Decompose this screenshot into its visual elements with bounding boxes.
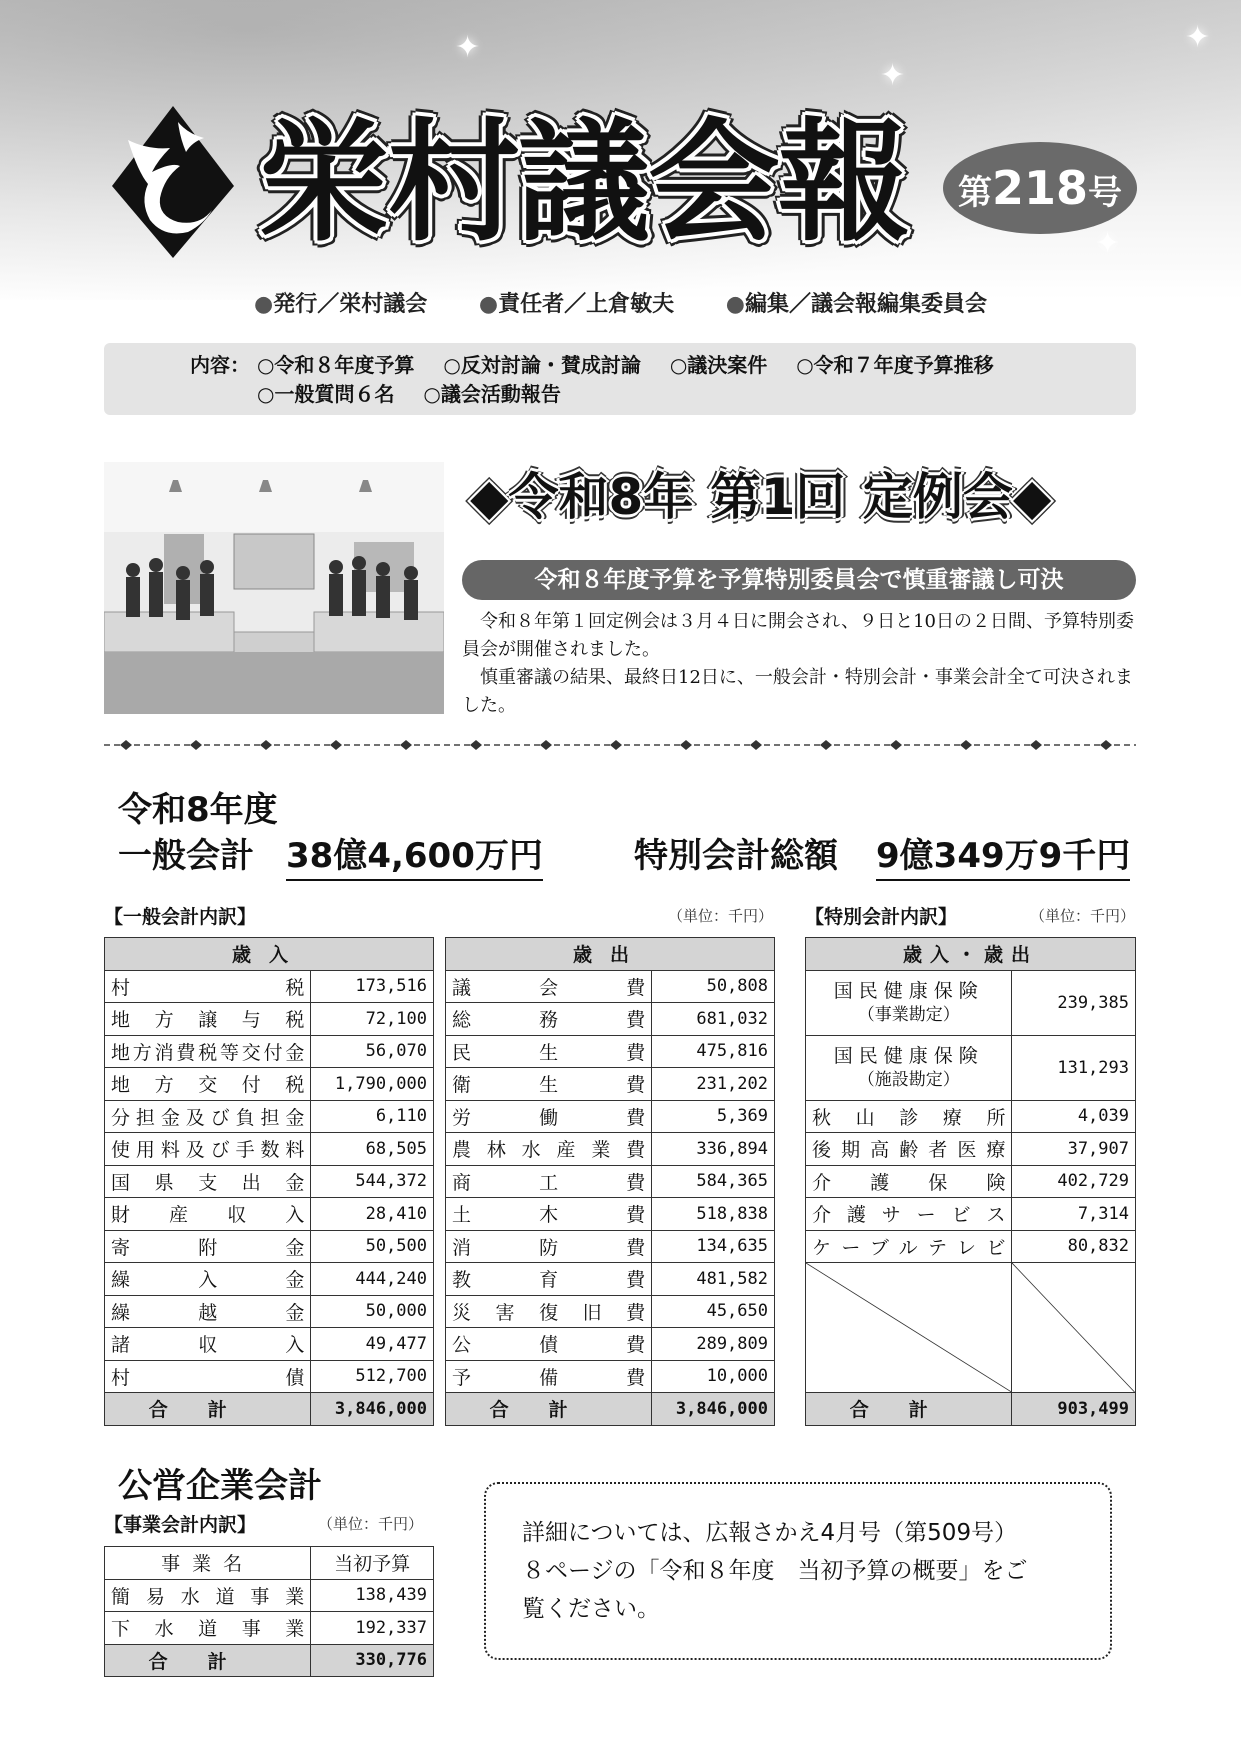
item-name: ケーブルテレビ bbox=[806, 1230, 1012, 1263]
total-label: 合計 bbox=[806, 1393, 1012, 1426]
council-chamber-photo bbox=[104, 462, 444, 714]
item-name: 下水道事業 bbox=[105, 1612, 311, 1645]
corporate-total-row bbox=[105, 1644, 434, 1677]
publisher: ●発行／栄村議会 bbox=[254, 292, 428, 317]
corporate-breakdown-label: 【事業会計内訳】 bbox=[104, 1514, 257, 1536]
amount: 475,816 bbox=[652, 1035, 775, 1068]
item-name: 衛生費 bbox=[446, 1068, 652, 1101]
amount: 131,293 bbox=[1012, 1035, 1136, 1100]
amount: 336,894 bbox=[652, 1133, 775, 1166]
general-unit: （単位：千円） bbox=[668, 907, 774, 925]
table-row bbox=[105, 970, 434, 1003]
item-name: 総務費 bbox=[446, 1003, 652, 1036]
amount: 50,808 bbox=[652, 970, 775, 1003]
table-row bbox=[105, 1579, 434, 1612]
session-paragraph: 慎重審議の結果、最終日12日に、一般会計・特別会計・事業会計全て可決されました。 bbox=[462, 667, 1133, 716]
corporate-title: 公営企業会計 bbox=[118, 1466, 322, 1506]
amount: 134,635 bbox=[652, 1230, 775, 1263]
table-row bbox=[446, 1198, 775, 1231]
item-name: 寄附金 bbox=[105, 1230, 311, 1263]
total-label: 合計 bbox=[105, 1644, 311, 1677]
amount: 138,439 bbox=[311, 1579, 434, 1612]
table-row bbox=[105, 1295, 434, 1328]
contents-item: ○議会活動報告 bbox=[423, 382, 561, 406]
amount: 231,202 bbox=[652, 1068, 775, 1101]
contents-item: ○令和８年度予算 bbox=[256, 353, 415, 377]
table-row bbox=[105, 1068, 434, 1101]
item-name: 介護サービス bbox=[806, 1198, 1012, 1231]
table-row bbox=[446, 1328, 775, 1361]
revenue-header: 歳入 bbox=[105, 938, 434, 971]
amount: 72,100 bbox=[311, 1003, 434, 1036]
amount: 512,700 bbox=[311, 1360, 434, 1393]
item-name: 村税 bbox=[105, 970, 311, 1003]
expenditure-total-row bbox=[446, 1393, 775, 1426]
table-row bbox=[806, 1230, 1136, 1263]
empty-cell bbox=[1012, 1263, 1136, 1393]
expenditure-table bbox=[445, 937, 775, 1426]
amount: 28,410 bbox=[311, 1198, 434, 1231]
table-row bbox=[446, 1003, 775, 1036]
table-row bbox=[105, 1328, 434, 1361]
table-row bbox=[806, 1133, 1136, 1166]
contents-box bbox=[104, 343, 1136, 415]
corporate-unit: （単位：千円） bbox=[318, 1515, 424, 1533]
contents-item: ○議決案件 bbox=[669, 353, 768, 377]
general-breakdown-label: 【一般会計内訳】 bbox=[104, 906, 257, 928]
item-name: 公債費 bbox=[446, 1328, 652, 1361]
table-row bbox=[446, 1068, 775, 1101]
special-breakdown-label: 【特別会計内訳】 bbox=[805, 906, 958, 928]
table-row bbox=[806, 1198, 1136, 1231]
amount: 68,505 bbox=[311, 1133, 434, 1166]
table-row bbox=[446, 1035, 775, 1068]
issue-badge bbox=[943, 142, 1137, 234]
contents-item: ○令和７年度予算推移 bbox=[796, 353, 994, 377]
account-name: 国民健康保険 （事業勘定） bbox=[806, 970, 1012, 1035]
editor: ●編集／議会報編集委員会 bbox=[725, 292, 987, 317]
table-row bbox=[105, 1360, 434, 1393]
column-header-budget: 当初予算 bbox=[311, 1547, 434, 1580]
table-row bbox=[105, 1035, 434, 1068]
corporate-table bbox=[104, 1546, 434, 1677]
table-row bbox=[446, 1295, 775, 1328]
expenditure-header: 歳出 bbox=[446, 938, 775, 971]
amount: 518,838 bbox=[652, 1198, 775, 1231]
table-row bbox=[806, 970, 1136, 1035]
table-row bbox=[806, 1100, 1136, 1133]
amount: 45,650 bbox=[652, 1295, 775, 1328]
column-header-name: 事業名 bbox=[105, 1547, 311, 1580]
amount: 402,729 bbox=[1012, 1165, 1136, 1198]
item-name: 議会費 bbox=[446, 970, 652, 1003]
table-row bbox=[446, 1133, 775, 1166]
amount: 544,372 bbox=[311, 1165, 434, 1198]
amount: 80,832 bbox=[1012, 1230, 1136, 1263]
item-name: 地方交付税 bbox=[105, 1068, 311, 1101]
amount: 681,032 bbox=[652, 1003, 775, 1036]
item-name: 農林水産業費 bbox=[446, 1133, 652, 1166]
item-name: 使用料及び手数料 bbox=[105, 1133, 311, 1166]
empty-cell bbox=[806, 1263, 1012, 1393]
contents-item: ○一般質問６名 bbox=[257, 382, 395, 406]
amount: 239,385 bbox=[1012, 970, 1136, 1035]
special-accounts-table bbox=[805, 937, 1136, 1426]
masthead-title: 栄村議会報 bbox=[258, 106, 908, 260]
special-total-row bbox=[806, 1393, 1136, 1426]
item-name: 繰越金 bbox=[105, 1295, 311, 1328]
special-header: 歳入・歳出 bbox=[806, 938, 1136, 971]
table-row bbox=[446, 1165, 775, 1198]
budget-year: 令和8年度 bbox=[118, 790, 278, 830]
item-name: 後期高齢者医療 bbox=[806, 1133, 1012, 1166]
table-row bbox=[446, 1263, 775, 1296]
session-body bbox=[462, 608, 1138, 720]
total-value: 3,846,000 bbox=[311, 1393, 434, 1426]
village-emblem-icon bbox=[108, 102, 238, 262]
item-name: 予備費 bbox=[446, 1360, 652, 1393]
session-paragraph: 令和８年第１回定例会は３月４日に開会され、９日と10日の２日間、予算特別委員会が開催されました。 bbox=[462, 611, 1134, 660]
total-value: 3,846,000 bbox=[652, 1393, 775, 1426]
details-note bbox=[484, 1482, 1112, 1660]
table-row bbox=[806, 1165, 1136, 1198]
note-line: 覧ください。 bbox=[522, 1596, 660, 1622]
amount: 289,809 bbox=[652, 1328, 775, 1361]
amount: 49,477 bbox=[311, 1328, 434, 1361]
table-row bbox=[105, 1612, 434, 1645]
amount: 37,907 bbox=[1012, 1133, 1136, 1166]
item-name: 民生費 bbox=[446, 1035, 652, 1068]
note-line: ８ページの「令和８年度 当初予算の概要」をご bbox=[522, 1558, 1028, 1584]
item-name: 分担金及び負担金 bbox=[105, 1100, 311, 1133]
item-name: 地方消費税等交付金 bbox=[105, 1035, 311, 1068]
table-row bbox=[446, 970, 775, 1003]
table-row bbox=[446, 1100, 775, 1133]
amount: 6,110 bbox=[311, 1100, 434, 1133]
table-row bbox=[105, 1230, 434, 1263]
table-row bbox=[105, 1133, 434, 1166]
account-name: 国民健康保険 （施設勘定） bbox=[806, 1035, 1012, 1100]
item-name: 国県支出金 bbox=[105, 1165, 311, 1198]
item-name: 村債 bbox=[105, 1360, 311, 1393]
sparkle-icon: ✦ bbox=[880, 58, 906, 93]
session-title: ◆令和8年 第1回 定例会◆ bbox=[470, 468, 1052, 526]
amount: 192,337 bbox=[311, 1612, 434, 1645]
sparkle-icon: ✦ bbox=[455, 30, 481, 65]
responsible-person: ●責任者／上倉敏夫 bbox=[478, 292, 675, 317]
issue-number: 218 bbox=[991, 161, 1089, 215]
empty-row bbox=[806, 1263, 1136, 1393]
total-value: 330,776 bbox=[311, 1644, 434, 1677]
table-row bbox=[105, 1198, 434, 1231]
table-row bbox=[105, 1165, 434, 1198]
total-label: 合計 bbox=[446, 1393, 652, 1426]
sparkle-icon: ✦ bbox=[1185, 20, 1211, 55]
table-row bbox=[105, 1100, 434, 1133]
item-name: 教育費 bbox=[446, 1263, 652, 1296]
item-name: 消防費 bbox=[446, 1230, 652, 1263]
special-unit: （単位：千円） bbox=[1030, 907, 1136, 925]
table-row bbox=[105, 1003, 434, 1036]
amount: 4,039 bbox=[1012, 1100, 1136, 1133]
sparkle-icon: ✦ bbox=[1095, 226, 1121, 261]
ornament-divider bbox=[104, 738, 1136, 752]
item-name: 諸収入 bbox=[105, 1328, 311, 1361]
amount: 173,516 bbox=[311, 970, 434, 1003]
item-name: 労働費 bbox=[446, 1100, 652, 1133]
publication-info bbox=[0, 287, 1241, 318]
total-label: 合計 bbox=[105, 1393, 311, 1426]
special-account-label: 特別会計総額 bbox=[634, 836, 838, 876]
issue-suffix: 号 bbox=[1088, 173, 1123, 213]
item-name: 土木費 bbox=[446, 1198, 652, 1231]
table-row bbox=[806, 1035, 1136, 1100]
special-account-total: 9億349万9千円 bbox=[876, 828, 1130, 881]
session-subtitle: 令和８年度予算を予算特別委員会で慎重審議し可決 bbox=[462, 560, 1136, 600]
amount: 584,365 bbox=[652, 1165, 775, 1198]
contents-item: ○反対討論・賛成討論 bbox=[443, 353, 641, 377]
issue-prefix: 第 bbox=[957, 173, 992, 213]
amount: 50,000 bbox=[311, 1295, 434, 1328]
item-name: 地方譲与税 bbox=[105, 1003, 311, 1036]
item-name: 繰入金 bbox=[105, 1263, 311, 1296]
item-name: 財産収入 bbox=[105, 1198, 311, 1231]
contents-row-1 bbox=[190, 351, 1136, 380]
note-line: 詳細については、広報さかえ4月号（第509号） bbox=[522, 1520, 1018, 1546]
amount: 481,582 bbox=[652, 1263, 775, 1296]
item-name: 簡易水道事業 bbox=[105, 1579, 311, 1612]
revenue-table bbox=[104, 937, 434, 1426]
contents-label: 内容： bbox=[190, 353, 250, 377]
item-name: 介護保険 bbox=[806, 1165, 1012, 1198]
contents-row-2 bbox=[190, 380, 1136, 409]
total-value: 903,499 bbox=[1012, 1393, 1136, 1426]
item-name: 秋山診療所 bbox=[806, 1100, 1012, 1133]
general-account-label: 一般会計 bbox=[118, 836, 254, 876]
item-name: 商工費 bbox=[446, 1165, 652, 1198]
amount: 5,369 bbox=[652, 1100, 775, 1133]
amount: 10,000 bbox=[652, 1360, 775, 1393]
table-row bbox=[446, 1230, 775, 1263]
amount: 1,790,000 bbox=[311, 1068, 434, 1101]
general-account-total: 38億4,600万円 bbox=[286, 828, 543, 881]
item-name: 災害復旧費 bbox=[446, 1295, 652, 1328]
table-row bbox=[105, 1263, 434, 1296]
amount: 444,240 bbox=[311, 1263, 434, 1296]
amount: 50,500 bbox=[311, 1230, 434, 1263]
amount: 7,314 bbox=[1012, 1198, 1136, 1231]
table-row bbox=[446, 1360, 775, 1393]
amount: 56,070 bbox=[311, 1035, 434, 1068]
revenue-total-row bbox=[105, 1393, 434, 1426]
